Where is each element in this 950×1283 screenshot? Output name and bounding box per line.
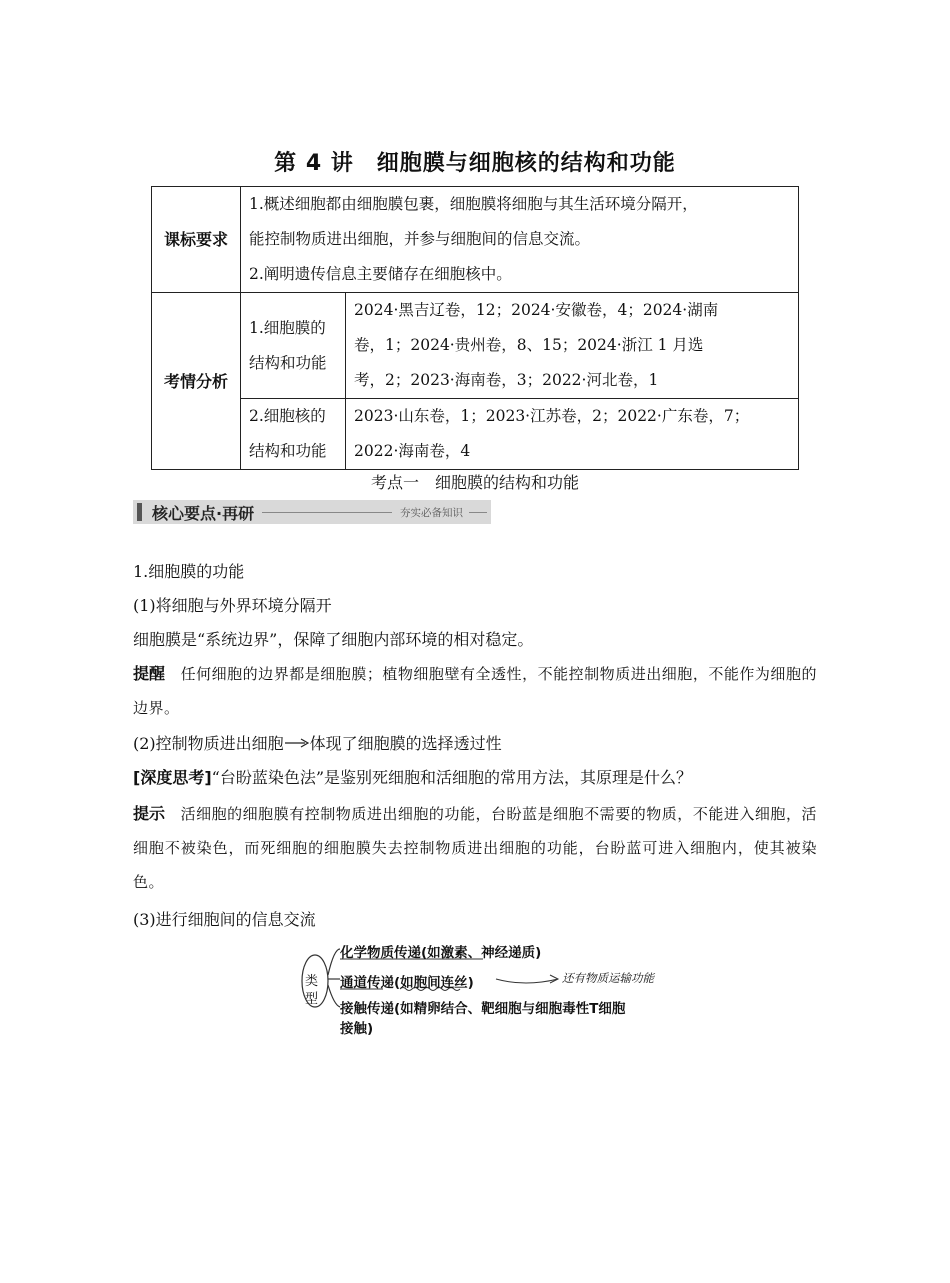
heading-function: 1.细胞膜的功能	[133, 562, 245, 581]
banner-subtitle: 夯实必备知识	[400, 506, 463, 519]
diagram-item-contact-cont: 接触)	[340, 1021, 374, 1037]
exam-references-nucleus	[346, 399, 799, 470]
question-text: “台盼蓝染色法”是鉴别死细胞和活细胞的常用方法，其原理是什么？	[211, 768, 693, 787]
subheading-control-result: 体现了细胞膜的选择透过性	[309, 734, 502, 753]
subtopic-line: 结构和功能	[249, 442, 327, 460]
diagram-item-contact: 接触传递(如精卵结合、靶细胞与细胞毒性T细胞	[340, 1001, 626, 1017]
exam-references-membrane	[346, 293, 799, 399]
page-title: 第 4 讲 细胞膜与细胞核的结构和功能	[274, 151, 676, 176]
diagram-item-chemical: 化学物质传递(如激素、神经递质)	[340, 945, 542, 961]
requirements-line: 1.概述细胞都由细胞膜包裹，细胞膜将细胞与其生活环境分隔开，	[249, 195, 698, 213]
arrow-icon	[284, 737, 310, 749]
subtopic-nucleus	[241, 399, 346, 470]
diagram-type-label: 类型	[305, 974, 319, 1007]
subheading-control-text: (2)控制物质进出细胞	[133, 734, 284, 753]
hint-label: 提示	[133, 804, 166, 823]
deep-thinking-question	[133, 761, 817, 795]
reminder-paragraph	[133, 657, 817, 725]
subtopic-line: 结构和功能	[249, 353, 327, 372]
diagram-item-channel: 通道传递(如胞间连丝)	[340, 975, 474, 991]
requirements-line: 2.阐明遗传信息主要储存在细胞核中。	[249, 265, 512, 283]
banner-bar	[137, 503, 142, 521]
banner-divider	[262, 512, 392, 513]
reminder-text: 任何细胞的边界都是细胞膜；植物细胞壁有全透性，不能控制物质进出细胞，不能作为细胞的边界。	[133, 665, 817, 717]
table-row	[152, 399, 799, 470]
subheading-control	[133, 727, 817, 761]
subtopic-line: 2.细胞核的	[249, 407, 326, 425]
paragraph-boundary: 细胞膜是“系统边界”，保障了细胞内部环境的相对稳定。	[133, 630, 534, 649]
diagram-note: 还有物质运输功能	[562, 971, 654, 985]
table-header-analysis: 考情分析	[152, 293, 241, 470]
table-header-requirements: 课标要求	[152, 187, 241, 293]
reference-line: 2022·海南卷，4	[354, 442, 471, 460]
subheading-communication: (3)进行细胞间的信息交流	[133, 910, 316, 929]
subheading-separate: (1)将细胞与外界环境分隔开	[133, 596, 332, 615]
curriculum-table	[151, 186, 799, 470]
subtopic-membrane	[241, 293, 346, 399]
question-label: [深度思考]	[133, 768, 212, 787]
requirements-cell	[241, 187, 799, 293]
reference-line: 考，2；2023·海南卷，3；2022·河北卷，1	[354, 371, 659, 389]
subtopic-line: 1.细胞膜的	[249, 318, 326, 337]
hint-paragraph	[133, 797, 817, 899]
reminder-label: 提醒	[133, 664, 166, 683]
requirements-line: 能控制物质进出细胞，并参与细胞间的信息交流。	[249, 230, 591, 248]
hint-text: 活细胞的细胞膜有控制物质进出细胞的功能，台盼蓝是细胞不需要的物质，不能进入细胞，活细胞不被染色，而死细胞的细胞膜失去控制物质进出细胞的功能，台盼蓝可进入细胞内，使其被染色。	[133, 805, 817, 891]
reference-line: 卷，1；2024·贵州卷，8、15；2024·浙江 1 月选	[354, 336, 704, 354]
table-row	[152, 293, 799, 399]
section-banner	[133, 500, 491, 524]
table-row	[152, 187, 799, 293]
banner-divider	[469, 512, 487, 513]
reference-line: 2024·黑吉辽卷，12；2024·安徽卷，4；2024·湖南	[354, 301, 719, 319]
section-title: 考点一 细胞膜的结构和功能	[370, 473, 579, 492]
banner-title: 核心要点·再研	[152, 503, 255, 523]
communication-types-diagram	[300, 935, 700, 1045]
reference-line: 2023·山东卷，1；2023·江苏卷，2；2022·广东卷，7；	[354, 407, 750, 425]
